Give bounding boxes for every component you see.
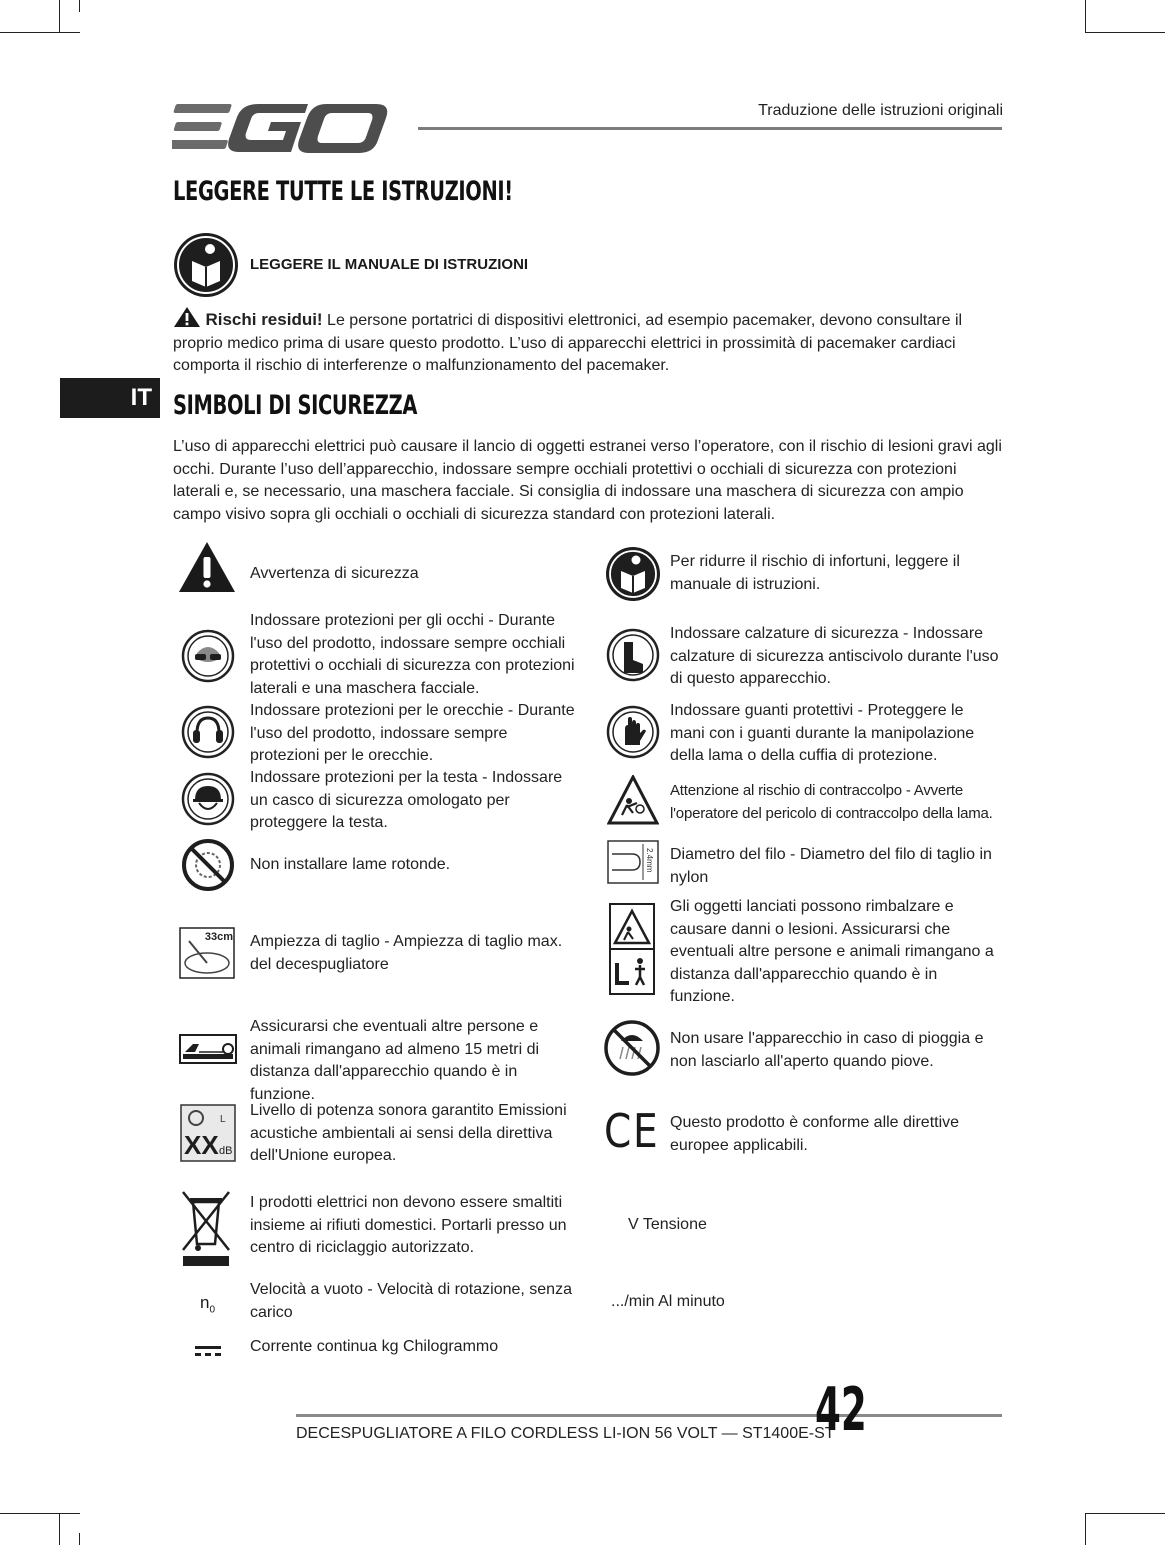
safety-boots-icon bbox=[606, 628, 660, 682]
eye-protection-icon bbox=[181, 629, 235, 683]
crop-mark bbox=[0, 1513, 80, 1514]
symbol-text: Livello di potenza sonora garantito Emissioni acustiche ambientali ai sensi della direttiva dell'Unione europea. bbox=[250, 1102, 567, 1164]
read-manual-icon bbox=[604, 545, 662, 603]
no-round-blades-icon bbox=[180, 838, 236, 892]
cutting-width-label: 33cm bbox=[204, 931, 233, 943]
symbol-text: Per ridurre il rischio di infortuni, leggere il manuale di istruzioni. bbox=[670, 553, 960, 593]
symbol-text: Indossare protezioni per gli occhi - Durante l'uso del prodotto, indossare sempre occhiali protettivi o occhiali di sicurezza con protezioni laterali e una maschera facciale. bbox=[250, 612, 575, 697]
kickback-icon bbox=[607, 775, 659, 825]
symbol-text: I prodotti elettrici non devono essere smaltiti insieme ai rifiuti domestici. Portarli presso un centro di riciclaggio autorizzato. bbox=[250, 1194, 567, 1256]
crop-mark bbox=[1085, 32, 1165, 33]
safety-symbols-heading: SIMBOLI DI SICUREZZA bbox=[173, 390, 418, 421]
cutting-width-icon bbox=[179, 927, 235, 979]
symbol-text: Non installare lame rotonde. bbox=[250, 856, 451, 873]
footer-rule bbox=[296, 1414, 1002, 1417]
distance-15m-icon bbox=[179, 1034, 237, 1064]
ego-logo bbox=[172, 98, 397, 154]
read-manual-icon bbox=[172, 231, 240, 299]
crop-mark bbox=[59, 1513, 60, 1545]
symbol-text: Gli oggetti lanciati possono rimbalzare e causare danni o lesioni. Assicurarsi che eventuali altre persone e animali rimangano a distanza dall'apparecchio quando è in funzione. bbox=[670, 898, 994, 1005]
svg-text:L: L bbox=[220, 1114, 226, 1125]
sound-power-icon bbox=[180, 1104, 236, 1162]
gloves-icon bbox=[606, 705, 660, 759]
per-minute-text: .../min Al minuto bbox=[611, 1293, 725, 1310]
symbol-text: Questo prodotto è conforme alle direttive europee applicabili. bbox=[670, 1114, 960, 1154]
symbol-text: Avvertenza di sicurezza bbox=[250, 565, 419, 582]
residual-risk-text: Le persone portatrici di dispositivi elettronici, ad esempio pacemaker, devono consultare il proprio medico prima di usare questo prodotto. L’uso di apparecchi elettrici in prossimità di pacemaker cardiaci comporta il rischio di interferenze o malfunzionamento del pacemaker. bbox=[173, 312, 963, 374]
line-diameter-icon bbox=[607, 840, 659, 884]
read-instructions-heading: LEGGERE TUTTE LE ISTRUZIONI! bbox=[173, 176, 513, 207]
crop-mark bbox=[79, 1533, 80, 1545]
residual-risk-paragraph bbox=[173, 306, 1003, 378]
warning-triangle-icon bbox=[173, 306, 201, 328]
crop-mark bbox=[1085, 1513, 1086, 1545]
crop-mark bbox=[59, 0, 60, 32]
crop-mark bbox=[1085, 0, 1086, 32]
manual-label: LEGGERE IL MANUALE DI ISTRUZIONI bbox=[250, 256, 529, 273]
residual-risk-title: Rischi residui! bbox=[205, 310, 323, 329]
symbol-text: Attenzione al rischio di contraccolpo - Avverte l'operatore del pericolo di contraccolpo della lama. bbox=[670, 782, 993, 822]
head-protection-icon bbox=[181, 772, 235, 826]
header-title: Traduzione delle istruzioni originali bbox=[758, 102, 1003, 119]
safety-intro: L’uso di apparecchi elettrici può causare il lancio di oggetti estranei verso l’operatore, con il rischio di lesioni gravi agli occhi. Durante l’uso dell’apparecchio, indossare sempre occhiali protettivi o occhiali di sicurezza con protezioni laterali e, se necessario, una maschera facciale. Si consiglia di indossare una maschera di sicurezza con ampio campo visivo sopra gli occhiali o occhiali di sicurezza standard con protezioni laterali. bbox=[173, 438, 1002, 523]
sound-power-label: XX bbox=[184, 1130, 219, 1160]
direct-current-icon bbox=[195, 1344, 221, 1358]
symbol-text: Velocità a vuoto - Velocità di rotazione, senza carico bbox=[250, 1281, 572, 1321]
warning-triangle-icon bbox=[177, 540, 237, 594]
line-diameter-label: 2.4mm bbox=[645, 848, 654, 873]
footer-product: DECESPUGLIATORE A FILO CORDLESS LI-ION 56 VOLT — ST1400E-ST bbox=[296, 1425, 835, 1442]
crop-mark bbox=[79, 0, 80, 12]
no-load-speed-subscript: 0 bbox=[209, 1304, 216, 1316]
no-load-speed-symbol: n bbox=[200, 1293, 210, 1312]
crop-mark bbox=[1085, 1513, 1165, 1514]
no-rain-icon bbox=[603, 1019, 661, 1077]
sound-power-unit: dB bbox=[219, 1145, 233, 1157]
page-number: 42 bbox=[815, 1375, 867, 1445]
no-load-speed-icon bbox=[200, 1293, 215, 1315]
symbol-text: Indossare guanti protettivi - Proteggere le mani con i guanti durante la manipolazione della lama o della cuffia di protezione. bbox=[670, 702, 975, 764]
symbol-text: Ampiezza di taglio - Ampiezza di taglio max. del decespugliatore bbox=[250, 933, 563, 973]
symbol-text: Assicurarsi che eventuali altre persone e animali rimangano ad almeno 15 metri di distanza dall'apparecchio quando è in funzione. bbox=[250, 1018, 540, 1103]
ear-protection-icon bbox=[181, 705, 235, 759]
symbol-text: Non usare l'apparecchio in caso di pioggia e non lasciarlo all'aperto quando piove. bbox=[670, 1030, 984, 1070]
symbol-text: Indossare protezioni per le orecchie - Durante l'uso del prodotto, indossare sempre protezioni per le orecchie. bbox=[250, 702, 575, 764]
crop-mark bbox=[0, 32, 80, 33]
symbol-text: Diametro del filo - Diametro del filo di taglio in nylon bbox=[670, 846, 992, 886]
language-tab: IT bbox=[60, 378, 160, 418]
symbol-text: Indossare calzature di sicurezza - Indossare calzature di sicurezza antiscivolo durante l'uso di questo apparecchio. bbox=[670, 625, 999, 687]
header-rule bbox=[418, 127, 1002, 130]
symbol-text: Indossare protezioni per la testa - Indossare un casco di sicurezza omologato per proteggere la testa. bbox=[250, 769, 563, 831]
thrown-objects-icon bbox=[609, 903, 655, 995]
ce-mark-icon: CE bbox=[604, 1104, 660, 1158]
voltage-text: V Tensione bbox=[628, 1216, 707, 1233]
symbol-text: Corrente continua kg Chilogrammo bbox=[250, 1338, 499, 1355]
weee-bin-icon bbox=[181, 1190, 231, 1268]
